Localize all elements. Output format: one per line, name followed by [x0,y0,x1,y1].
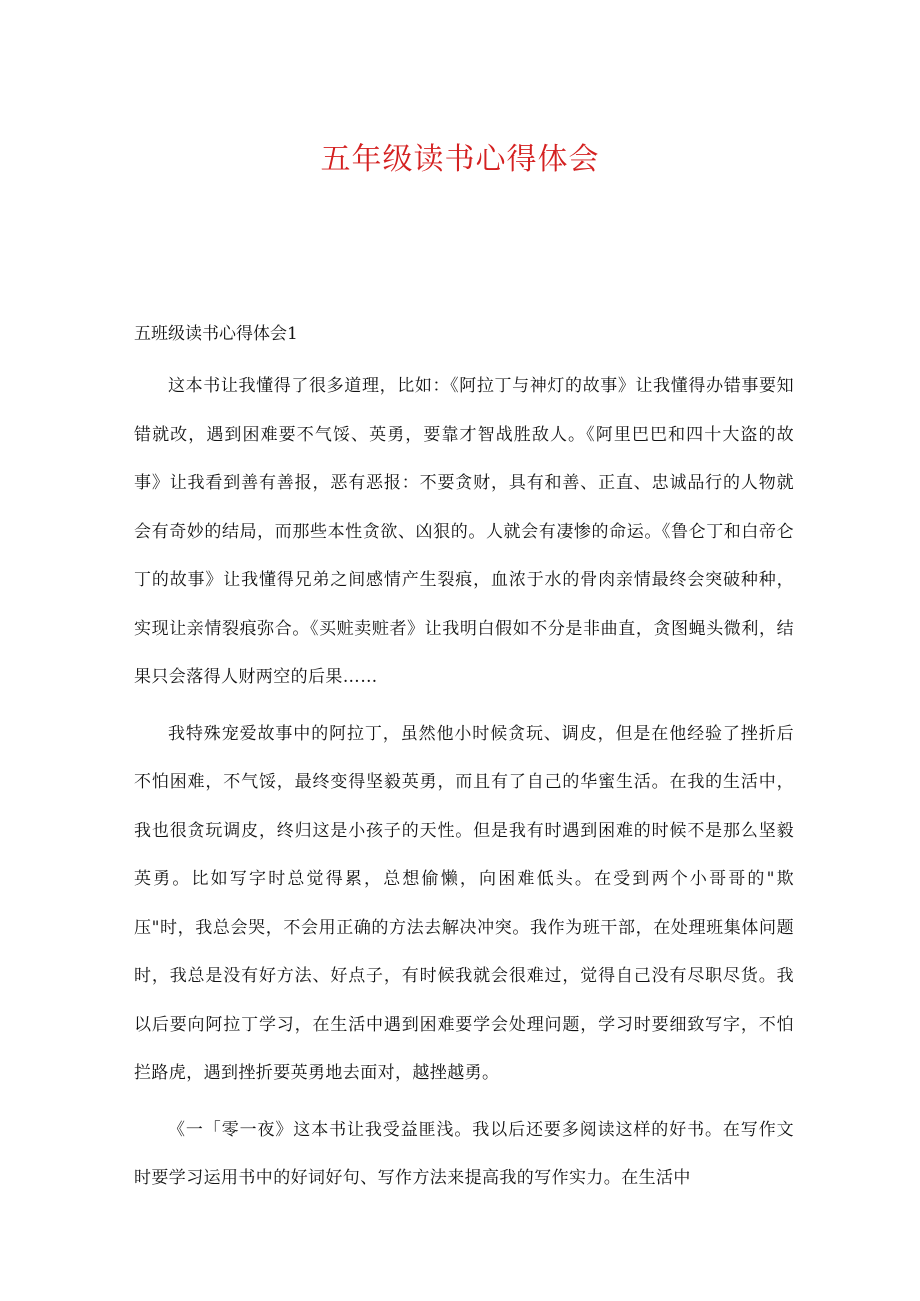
document-body [134,362,794,1211]
paragraph-2: 我特殊宠爱故事中的阿拉丁，虽然他小时候贪玩、调皮，但是在他经验了挫折后不怕困难，不气馁，最终变得坚毅英勇，而且有了自己的华蜜生活。在我的生活中，我也很贪玩调皮，终归这是小孩子的天性。但是我有时遇到困难的时候不是那么坚毅英勇。比如写字时总觉得累，总想偷懒，向困难低头。在受到两个小哥哥的"欺压"时，我总会哭，不会用正确的方法去解决冲突。我作为班干部，在处理班集体问题时，我总是没有好方法、好点子，有时候我就会很难过，觉得自己没有尽职尽货。我以后要向阿拉丁学习，在生活中遇到困难要学会处理问题，学习时要细致写字，不怕拦路虎，遇到挫折要英勇地去面对，越挫越勇。 [134,723,794,1083]
section-heading: 五班级读书心得体会1 [134,324,298,344]
document-title: 五年级读书心得体会 [320,142,600,177]
paragraph-3: 《一「零一夜》这本书让我受益匪浅。我以后还要多阅读这样的好书。在写作文时要学习运用书中的好词好句、写作方法来提高我的写作实力。在生活中 [134,1119,794,1188]
paragraph-1: 这本书让我懂得了很多道理，比如：《阿拉丁与神灯的故事》让我懂得办错事要知错就改，遇到困难要不气馁、英勇，要靠才智战胜敌人。《阿里巴巴和四十大盗的故事》让我看到善有善报，恶有恶报：不要贪财，具有和善、正直、忠诚品行的人物就会有奇妙的结局，而那些本性贪欲、凶狠的。人就会有凄惨的命运。《鲁仑丁和白帝仑丁的故事》让我懂得兄弟之间感情产生裂痕，血浓于水的骨肉亲情最终会突破种种，实现让亲情裂痕弥合。《买赃卖赃者》让我明白假如不分是非曲直，贪图蝇头微利，结果只会落得人财两空的后果…… [134,376,794,687]
